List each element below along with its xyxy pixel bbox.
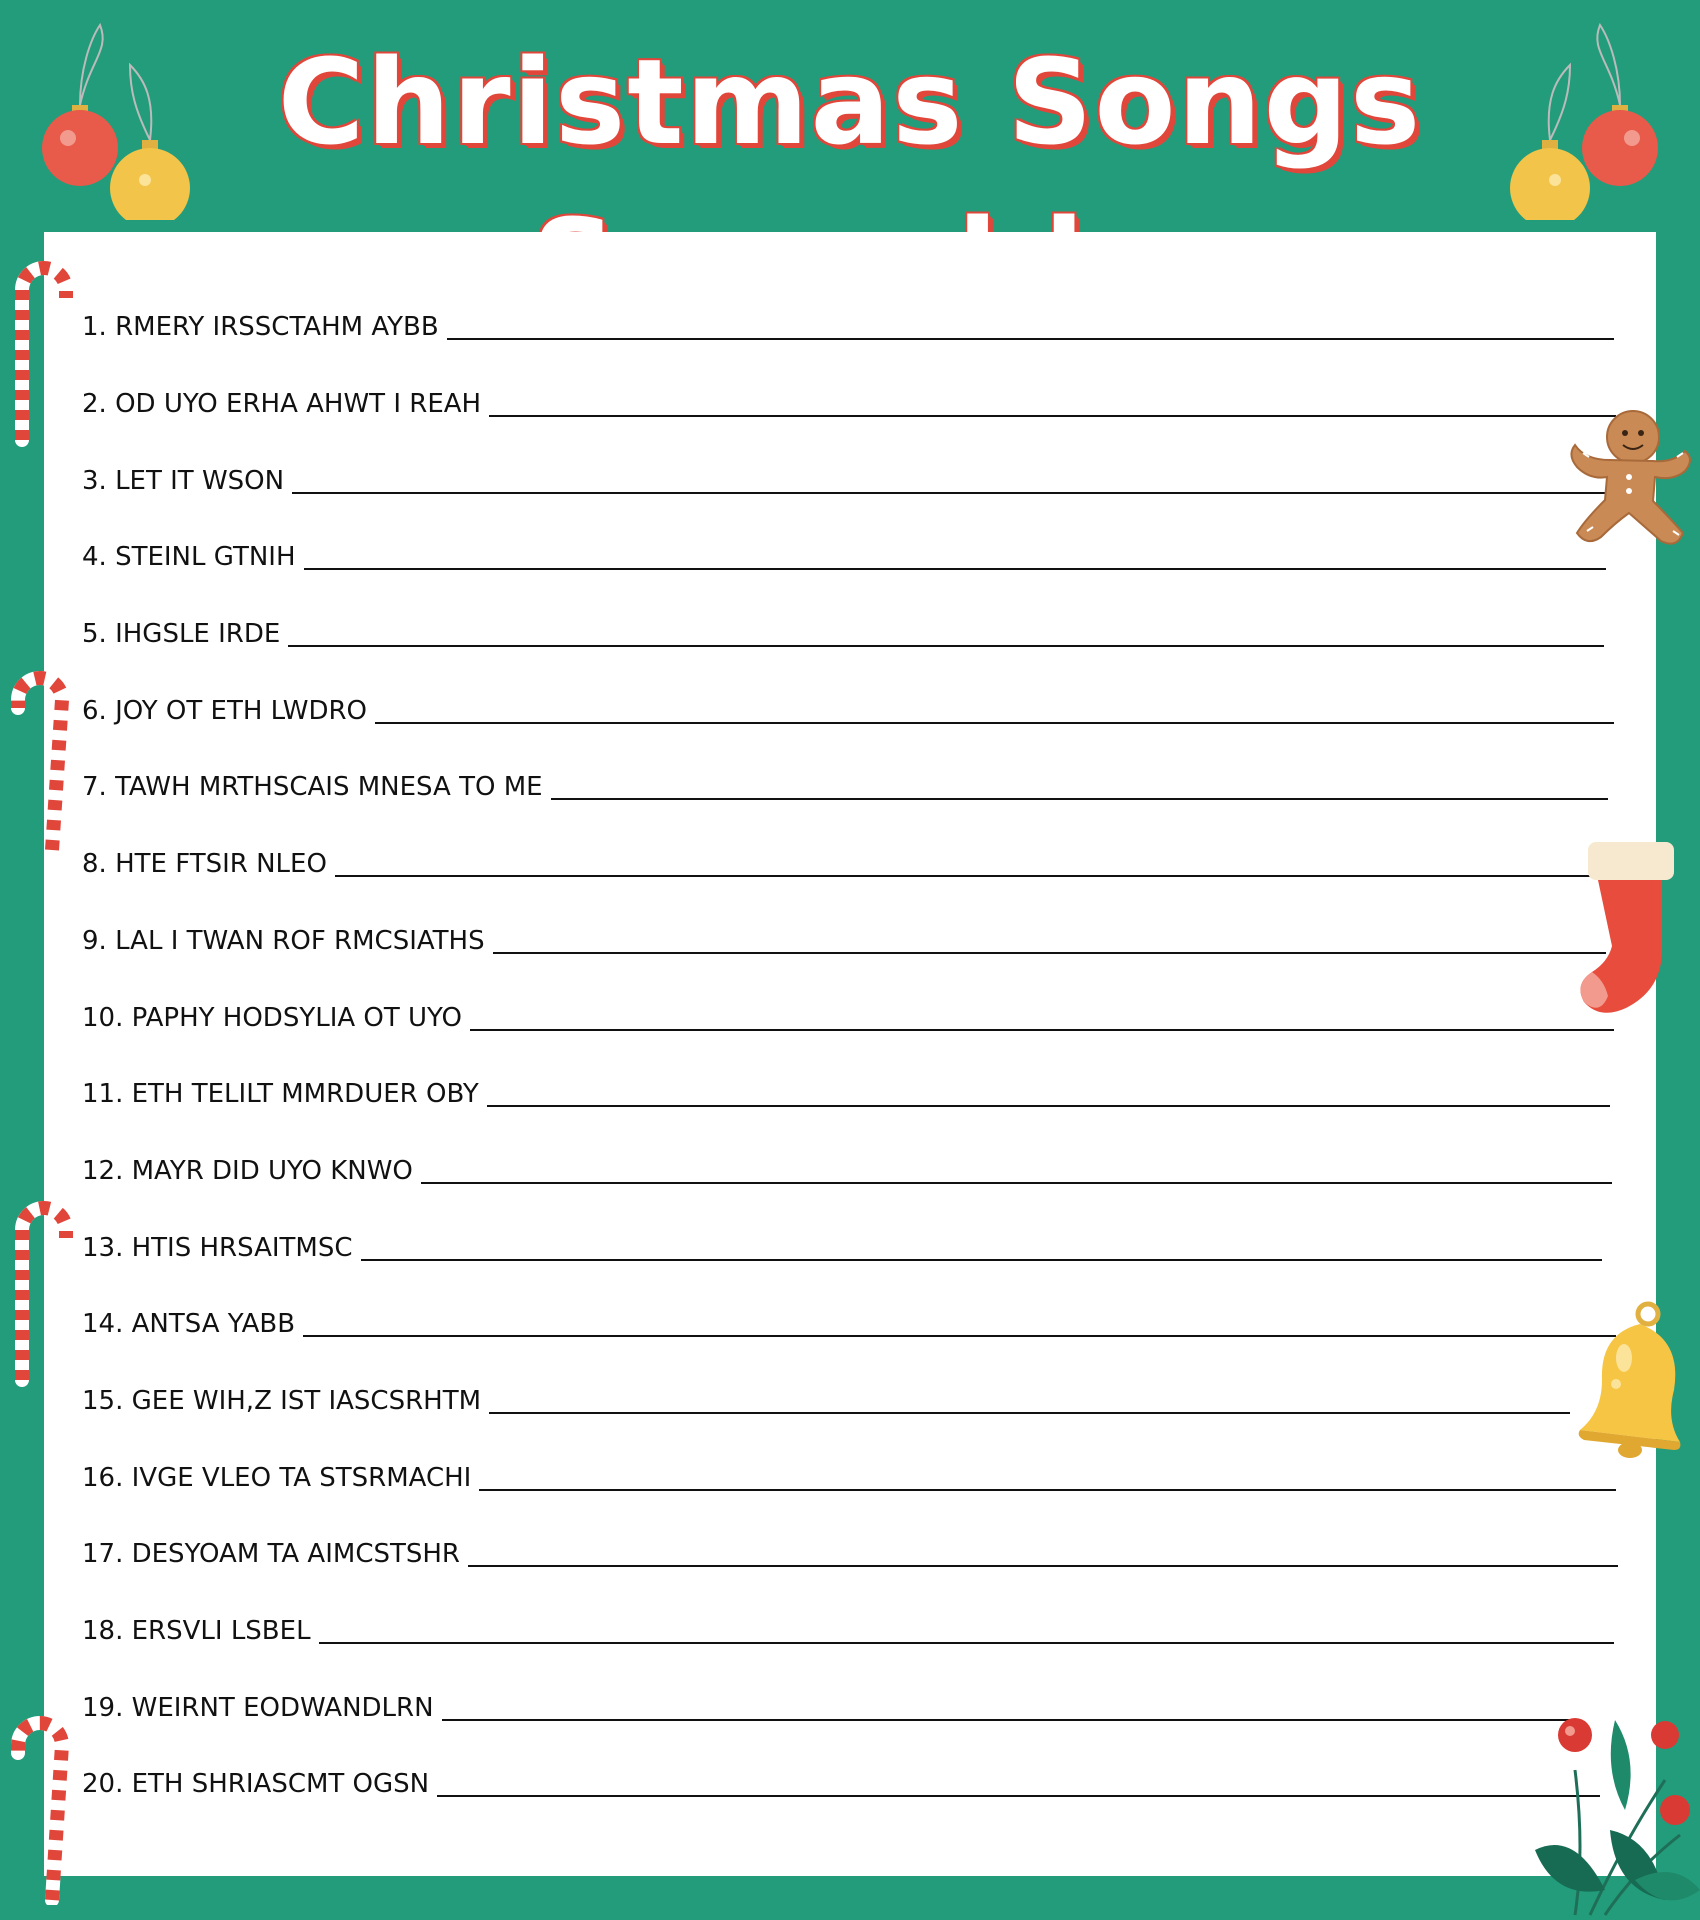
scrambled-title: 14. ANTSA YABB [82, 1309, 296, 1339]
scrambled-title: 5. IHGSLE IRDE [82, 619, 281, 649]
list-item [82, 916, 1606, 956]
stocking-icon [1570, 840, 1690, 1020]
list-item [82, 1376, 1570, 1416]
list-item [82, 1299, 1616, 1339]
answer-line[interactable] [288, 644, 1604, 647]
scrambled-title: 6. JOY OT ETH LWDRO [82, 696, 368, 726]
list-item [82, 379, 1616, 419]
answer-line[interactable] [375, 721, 1614, 724]
scrambled-title: 15. GEE WIH,Z IST IASCSRHTM [82, 1386, 482, 1416]
list-item [82, 302, 1614, 342]
answer-line[interactable] [421, 1181, 1612, 1184]
answer-line[interactable] [335, 874, 1590, 877]
answer-line[interactable] [468, 1564, 1618, 1567]
scrambled-title: 13. HTIS HRSAITMSC [82, 1233, 353, 1263]
scrambled-title: 1. RMERY IRSSCTAHM AYBB [82, 312, 439, 342]
list-item [82, 993, 1614, 1033]
scrambled-title: 7. TAWH MRTHSCAIS MNESA TO ME [82, 772, 543, 802]
scrambled-title: 20. ETH SHRIASCMT OGSN [82, 1769, 430, 1799]
list-item [82, 762, 1608, 802]
scrambled-title: 3. LET IT WSON [82, 466, 285, 496]
list-item [82, 1683, 1574, 1723]
candy-cane-icon [2, 240, 82, 450]
scrambled-title: 2. OD UYO ERHA AHWT I REAH [82, 389, 482, 419]
list-item [82, 1453, 1616, 1493]
scrambled-title: 16. IVGE VLEO TA STSRMACHI [82, 1463, 472, 1493]
list-item [82, 532, 1606, 572]
list-item [82, 609, 1604, 649]
list-item [82, 1606, 1614, 1646]
candy-cane-icon [2, 1695, 82, 1905]
scrambled-title: 9. LAL I TWAN ROF RMCSIATHS [82, 926, 485, 956]
answer-line[interactable] [442, 1718, 1574, 1721]
scrambled-title: 17. DESYOAM TA AIMCSTSHR [82, 1539, 460, 1569]
answer-line[interactable] [487, 1104, 1610, 1107]
holly-icon [1515, 1700, 1700, 1920]
scrambled-title: 8. HTE FTSIR NLEO [82, 849, 327, 879]
scrambled-title: 11. ETH TELILT MMRDUER OBY [82, 1079, 479, 1109]
answer-line[interactable] [303, 1334, 1616, 1337]
candy-cane-icon [2, 1180, 82, 1390]
scrambled-title: 10. PAPHY HODSYLIA OT UYO [82, 1003, 462, 1033]
answer-line[interactable] [319, 1641, 1614, 1644]
candy-cane-icon [2, 650, 82, 860]
list-item [82, 456, 1620, 496]
answer-line[interactable] [361, 1258, 1602, 1261]
scrambled-title: 12. MAYR DID UYO KNWO [82, 1156, 413, 1186]
answer-line[interactable] [551, 797, 1608, 800]
list-item [82, 1529, 1618, 1569]
answer-line[interactable] [493, 951, 1606, 954]
answer-line[interactable] [304, 567, 1606, 570]
answer-line[interactable] [437, 1794, 1600, 1797]
page-title: Christmas Songs [277, 33, 1423, 171]
answer-line[interactable] [292, 491, 1620, 494]
ornament-icon [20, 20, 200, 220]
bell-icon [1570, 1300, 1690, 1460]
scrambled-title: 4. STEINL GTNIH [82, 542, 296, 572]
list-item [82, 1069, 1610, 1109]
list-item [82, 1759, 1600, 1799]
answer-line[interactable] [470, 1028, 1614, 1031]
scrambled-title: 19. WEIRNT EODWANDLRN [82, 1693, 434, 1723]
answer-line[interactable] [489, 414, 1616, 417]
ornament-icon [1500, 20, 1680, 220]
list-item [82, 1223, 1602, 1263]
answer-line[interactable] [447, 337, 1614, 340]
scrambled-title: 18. ERSVLI LSBEL [82, 1616, 311, 1646]
answer-line[interactable] [479, 1488, 1616, 1491]
gingerbread-man-icon [1565, 405, 1695, 555]
list-item [82, 686, 1614, 726]
answer-line[interactable] [489, 1411, 1570, 1414]
list-item [82, 839, 1590, 879]
list-item [82, 1146, 1612, 1186]
